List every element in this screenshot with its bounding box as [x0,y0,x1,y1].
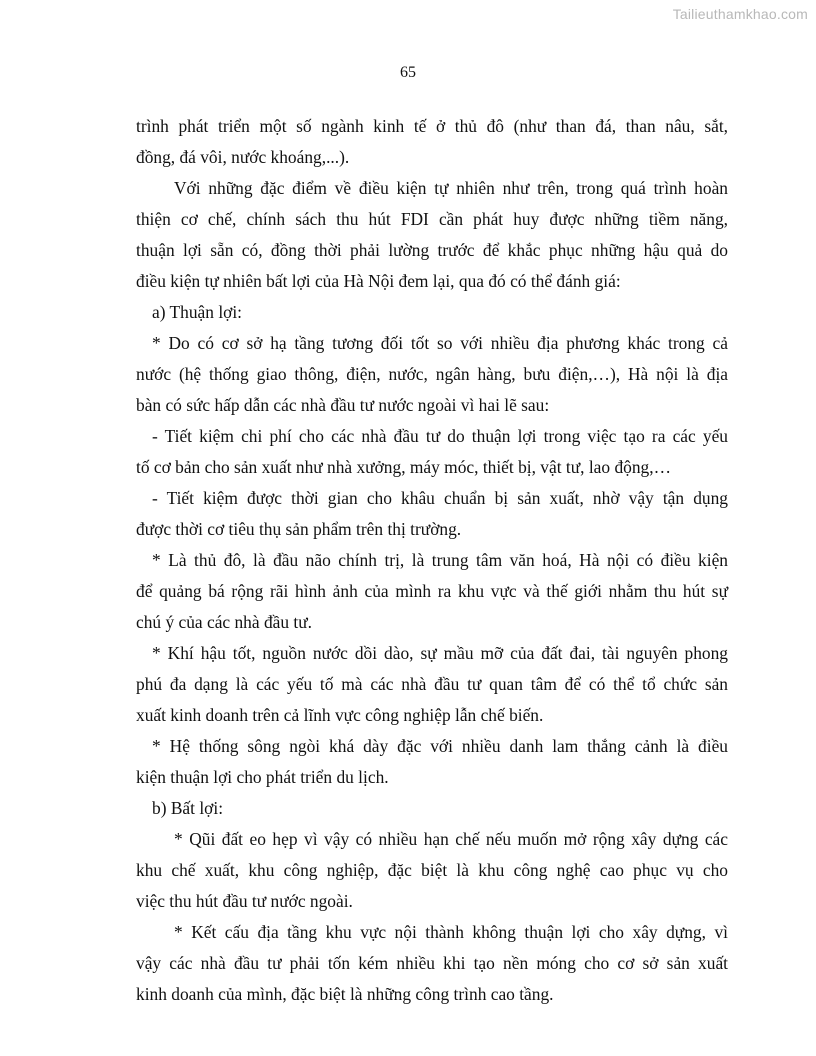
text-line: thiện cơ chế, chính sách thu hút FDI cần phát huy được những tiềm năng, [136,209,728,229]
text-line: việc thu hút đầu tư nước ngoài. [136,891,353,911]
text-line: được thời cơ tiêu thụ sản phẩm trên thị trường. [136,519,462,539]
watermark-text: Tailieuthamkhao.com [672,6,808,22]
text-line: kinh doanh của mình, đặc biệt là những công trình cao tầng. [136,984,554,1004]
text-line: khu chế xuất, khu công nghiệp, đặc biệt là khu công nghệ cao phục vụ cho [136,860,728,880]
text-line: * Hệ thống sông ngòi khá dày đặc với nhiều danh lam thắng cảnh là điều [152,736,728,756]
section-heading-disadvantages: b) Bất lợi: [152,798,224,818]
text-line: kiện thuận lợi cho phát triển du lịch. [136,767,389,787]
text-line: * Khí hậu tốt, nguồn nước dồi dào, sự mầu mỡ của đất đai, tài nguyên phong [152,643,728,663]
text-line: vậy các nhà đầu tư phải tốn kém nhiều khi tạo nền móng cho cơ sở sản xuất [136,953,728,973]
text-line: bàn có sức hấp dẫn các nhà đầu tư nước ngoài vì hai lẽ sau: [136,395,550,415]
section-heading-advantages: a) Thuận lợi: [152,302,243,322]
text-line: để quảng bá rộng rãi hình ảnh của mình ra khu vực và thế giới nhằm thu hút sự [136,581,728,601]
text-line: tố cơ bản cho sản xuất như nhà xưởng, máy móc, thiết bị, vật tư, lao động,… [136,457,671,477]
text-line: * Do có cơ sở hạ tầng tương đối tốt so với nhiều địa phương khác trong cả [152,333,728,353]
text-line: thuận lợi sẵn có, đồng thời phải lường trước để khắc phục những hậu quả do [136,240,728,260]
text-line: trình phát triển một số ngành kinh tế ở thủ đô (như than đá, than nâu, sắt, [136,116,728,136]
page-number: 65 [400,64,416,81]
text-line: nước (hệ thống giao thông, điện, nước, ngân hàng, bưu điện,…), Hà nội là địa [136,364,728,384]
text-line: * Là thủ đô, là đầu não chính trị, là trung tâm văn hoá, Hà nội có điều kiện [152,550,728,570]
text-line: * Kết cấu địa tầng khu vực nội thành không thuận lợi cho xây dựng, vì [174,922,728,942]
text-line: - Tiết kiệm được thời gian cho khâu chuẩn bị sản xuất, nhờ vậy tận dụng [152,488,728,508]
text-line: - Tiết kiệm chi phí cho các nhà đầu tư do thuận lợi trong việc tạo ra các yếu [152,426,728,446]
text-line: chú ý của các nhà đầu tư. [136,612,313,632]
text-line: * Qũi đất eo hẹp vì vậy có nhiều hạn chế nếu muốn mở rộng xây dựng các [174,829,728,849]
text-line: phú đa dạng là các yếu tố mà các nhà đầu tư quan tâm để có thể tổ chức sản [136,674,728,694]
text-line: điều kiện tự nhiên bất lợi của Hà Nội đem lại, qua đó có thể đánh giá: [136,271,621,291]
text-line: xuất kinh doanh trên cả lĩnh vực công nghiệp lẫn chế biến. [136,705,544,725]
text-line: Với những đặc điểm về điều kiện tự nhiên như trên, trong quá trình hoàn [174,178,728,198]
text-line: đồng, đá vôi, nước khoáng,...). [136,147,350,167]
